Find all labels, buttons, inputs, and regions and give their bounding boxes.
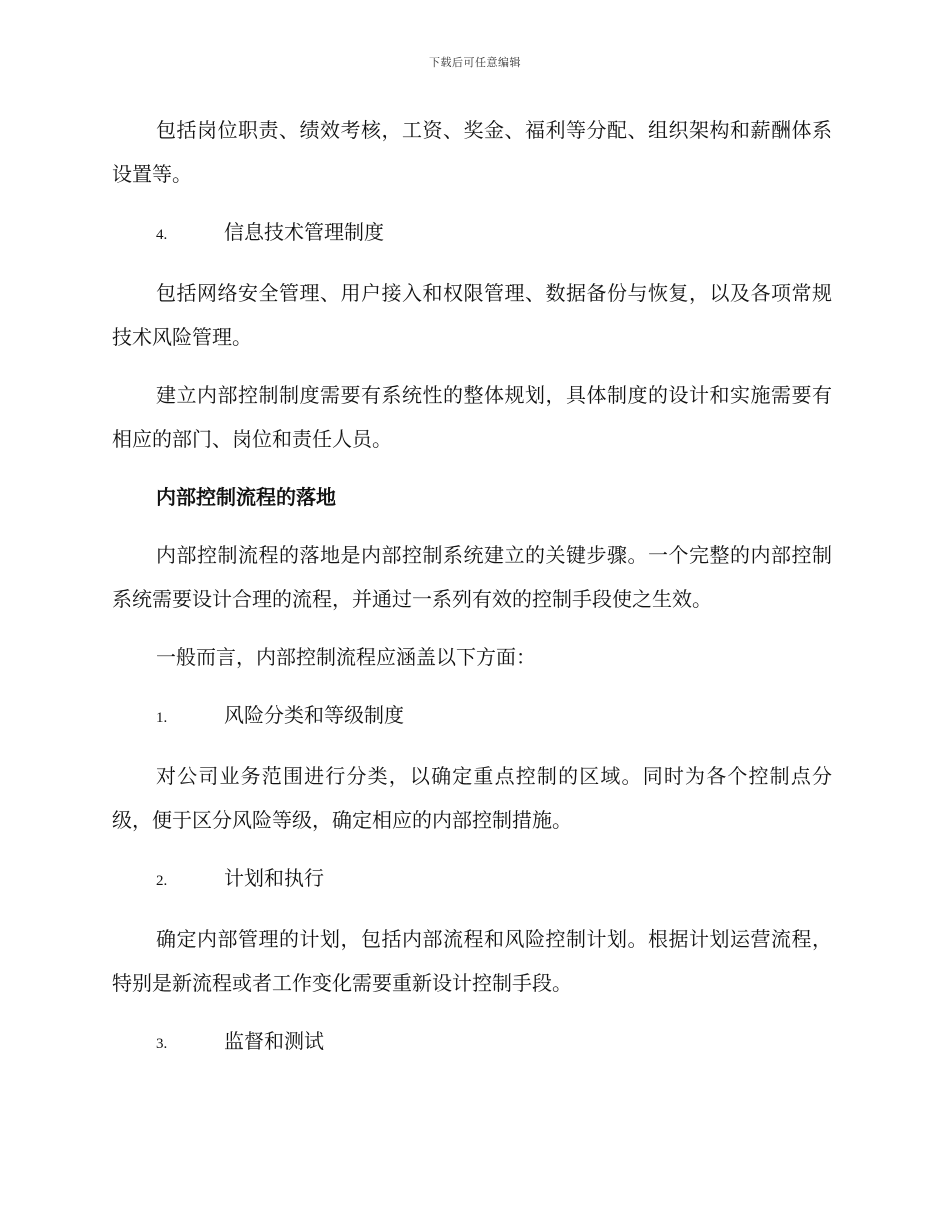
list-item-it-management: [156, 210, 832, 257]
list-item-title: 信息技术管理制度: [224, 220, 384, 244]
list-item-supervision-testing: [156, 1019, 832, 1066]
list-number: 1.: [156, 710, 168, 726]
list-number: 4.: [156, 227, 168, 243]
paragraph-generally: 一般而言，内部控制流程应涵盖以下方面：: [156, 645, 536, 669]
page-header: 下载后可任意编辑: [429, 56, 521, 69]
paragraph-risk-details: 对公司业务范围进行分类，以确定重点控制的区域。同时为各个控制点分级，便于区分风险等级，确定相应的内部控制措施。: [112, 764, 832, 832]
list-item-title: 监督和测试: [224, 1029, 324, 1053]
list-number: 3.: [156, 1036, 168, 1052]
section-heading: 内部控制流程的落地: [156, 485, 336, 509]
paragraph-plan-details: 确定内部管理的计划，包括内部流程和风险控制计划。根据计划运营流程，特别是新流程或者工作变化需要重新设计控制手段。: [112, 927, 832, 995]
list-item-title: 风险分类和等级制度: [224, 703, 404, 727]
list-number: 2.: [156, 873, 168, 889]
paragraph-it-details: 包括网络安全管理、用户接入和权限管理、数据备份与恢复，以及各项常规技术风险管理。: [112, 281, 832, 349]
list-item-plan-execution: [156, 856, 832, 903]
document-body: [112, 108, 832, 1080]
list-item-title: 计划和执行: [224, 866, 324, 890]
paragraph-hr-system: 包括岗位职责、绩效考核，工资、奖金、福利等分配、组织架构和薪酬体系设置等。: [112, 118, 832, 186]
paragraph-system-planning: 建立内部控制制度需要有系统性的整体规划，具体制度的设计和实施需要有相应的部门、岗位和责任人员。: [112, 383, 832, 451]
list-item-risk-classification: [156, 693, 832, 740]
paragraph-process-intro: 内部控制流程的落地是内部控制系统建立的关键步骤。一个完整的内部控制系统需要设计合理的流程，并通过一系列有效的控制手段使之生效。: [112, 543, 832, 611]
